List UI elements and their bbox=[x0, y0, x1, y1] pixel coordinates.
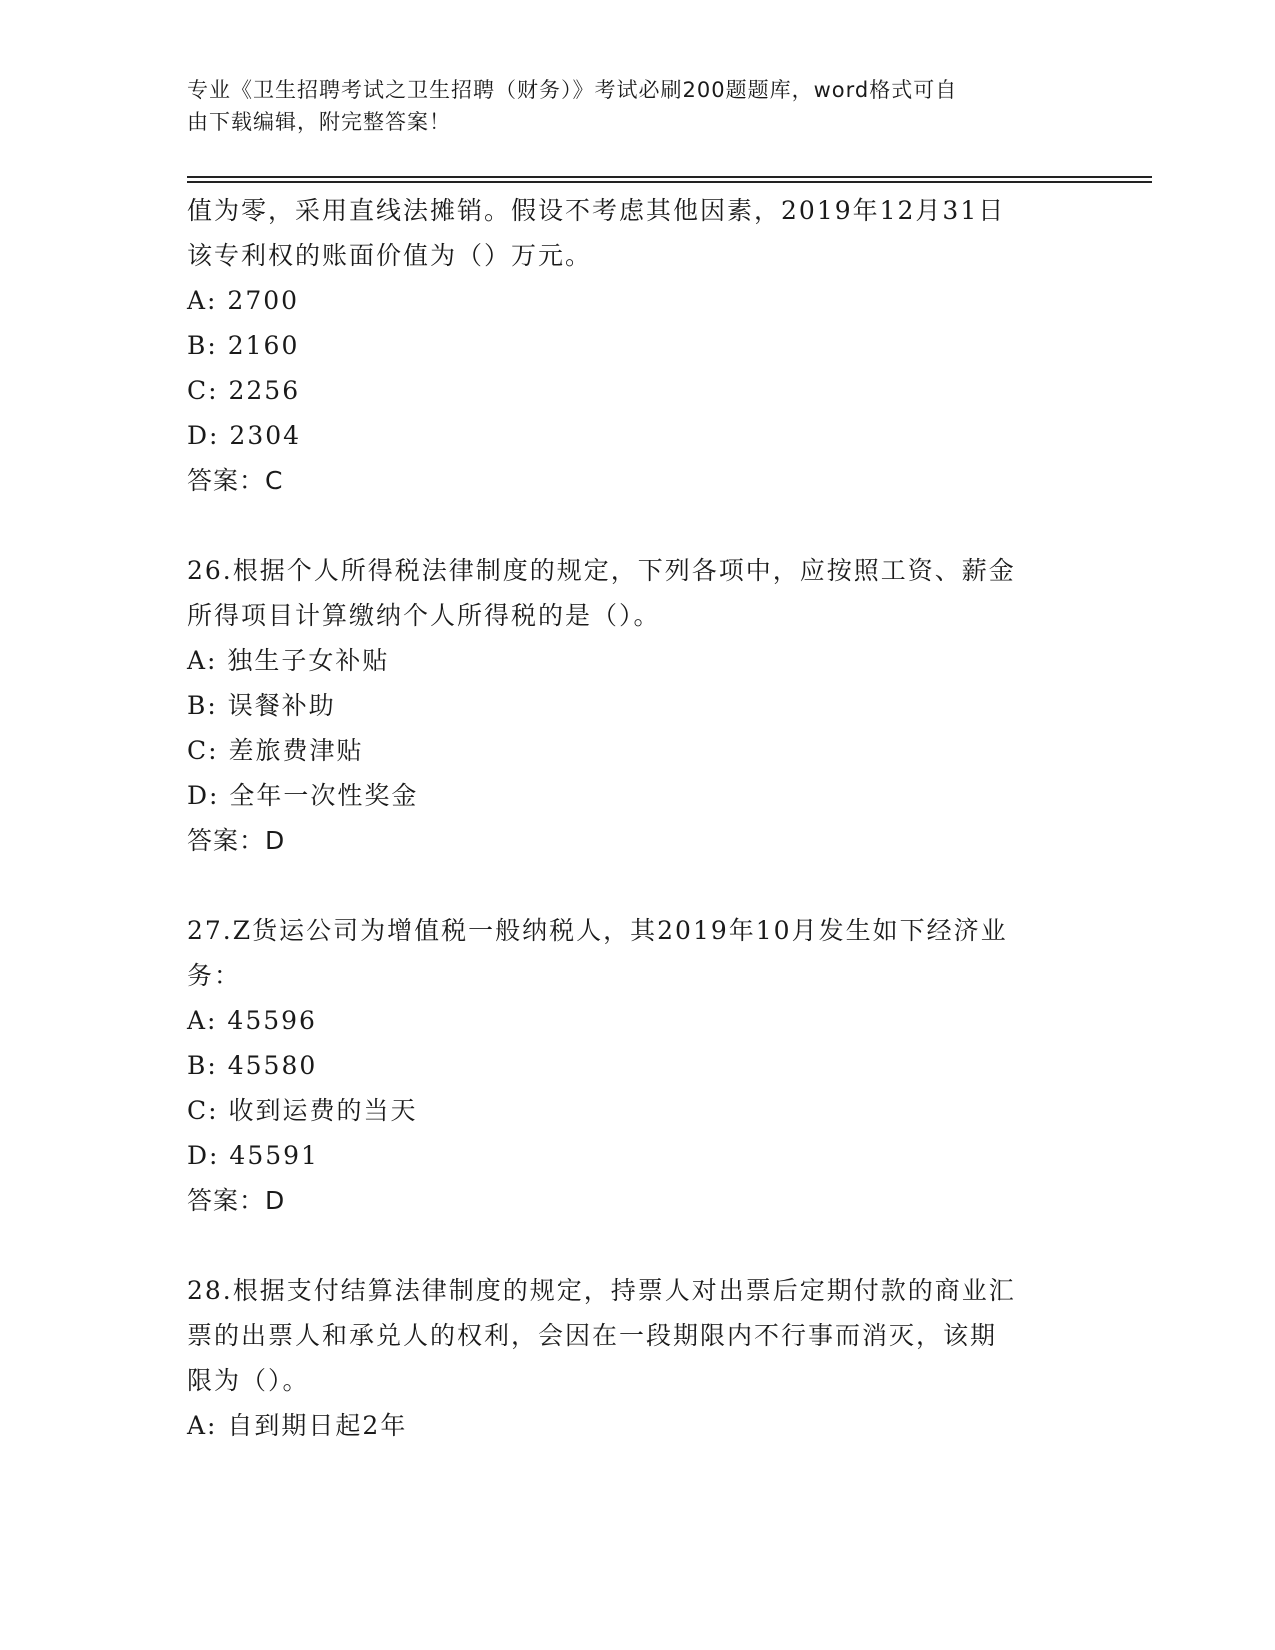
question-27 bbox=[187, 908, 1067, 1223]
question-28 bbox=[187, 1268, 1067, 1448]
question-stem-line: 该专利权的账面价值为（）万元。 bbox=[187, 241, 593, 270]
option-c: C: 差旅费津贴 bbox=[187, 736, 364, 765]
header-line-1: 专业《卫生招聘考试之卫生招聘（财务）》考试必刷200题题库，word格式可自 bbox=[187, 78, 958, 102]
question-25 bbox=[187, 188, 1067, 503]
header-divider-bottom bbox=[187, 181, 1152, 183]
question-stem-line: 限为（）。 bbox=[187, 1366, 310, 1395]
option-d: D: 全年一次性奖金 bbox=[187, 781, 419, 810]
spacer bbox=[187, 503, 1067, 548]
question-stem-line: 26.根据个人所得税法律制度的规定，下列各项中，应按照工资、薪金 bbox=[187, 556, 1016, 585]
option-d: D: 2304 bbox=[187, 421, 302, 450]
option-c: C: 2256 bbox=[187, 376, 301, 405]
option-a: A: 自到期日起2年 bbox=[187, 1411, 408, 1440]
header-line-2: 由下载编辑，附完整答案！ bbox=[187, 110, 451, 134]
question-26 bbox=[187, 548, 1067, 863]
option-c: C: 收到运费的当天 bbox=[187, 1096, 418, 1125]
page-header bbox=[187, 74, 1057, 138]
option-b: B: 2160 bbox=[187, 331, 300, 360]
question-stem-line: 票的出票人和承兑人的权利，会因在一段期限内不行事而消灭，该期 bbox=[187, 1321, 998, 1350]
spacer bbox=[187, 1223, 1067, 1268]
answer-label: 答案：D bbox=[187, 1186, 286, 1215]
question-stem-line: 28.根据支付结算法律制度的规定，持票人对出票后定期付款的商业汇 bbox=[187, 1276, 1016, 1305]
answer-label: 答案：C bbox=[187, 466, 284, 495]
option-b: B: 45580 bbox=[187, 1051, 318, 1080]
spacer bbox=[187, 863, 1067, 908]
option-a: A: 独生子女补贴 bbox=[187, 646, 390, 675]
option-a: A: 2700 bbox=[187, 286, 300, 315]
option-d: D: 45591 bbox=[187, 1141, 319, 1170]
question-stem-line: 27.Z货运公司为增值税一般纳税人，其2019年10月发生如下经济业 bbox=[187, 916, 1008, 945]
answer-label: 答案：D bbox=[187, 826, 286, 855]
question-stem-line: 值为零，采用直线法摊销。假设不考虑其他因素，2019年12月31日 bbox=[187, 196, 1006, 225]
header-divider-top bbox=[187, 176, 1152, 178]
option-b: B: 误餐补助 bbox=[187, 691, 336, 720]
question-stem-line: 务： bbox=[187, 961, 242, 990]
question-content bbox=[187, 188, 1067, 1448]
option-a: A: 45596 bbox=[187, 1006, 317, 1035]
question-stem-line: 所得项目计算缴纳个人所得税的是（）。 bbox=[187, 601, 661, 630]
